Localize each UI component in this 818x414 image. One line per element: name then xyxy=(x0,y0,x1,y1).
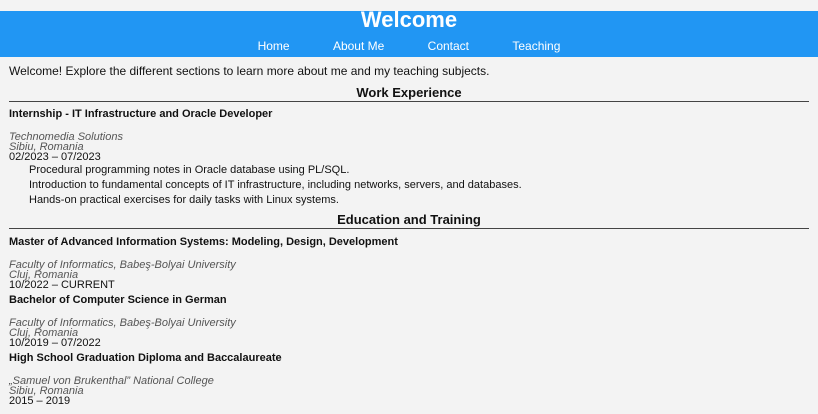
page-title: Welcome xyxy=(360,7,458,32)
nav-teaching-link[interactable]: Teaching xyxy=(512,39,561,53)
education-entry-title: High School Graduation Diploma and Baccalaureate xyxy=(9,352,282,364)
site-header xyxy=(0,7,818,57)
education-entry-date: 2015 – 2019 xyxy=(9,395,71,407)
education-heading: Education and Training xyxy=(9,212,809,229)
task-item: Hands-on practical exercises for daily tasks with Linux systems. xyxy=(29,194,339,206)
education-entry-org: Faculty of Informatics, Babeş-Bolyai University xyxy=(9,259,236,271)
education-section xyxy=(9,212,809,407)
work-entry xyxy=(9,108,809,208)
nav-contact-link[interactable]: Contact xyxy=(427,39,470,53)
education-entry xyxy=(9,236,809,291)
work-entry-tasks xyxy=(9,163,809,208)
education-entry-location: Cluj, Romania xyxy=(9,327,79,339)
education-entry-date: 10/2022 – CURRENT xyxy=(9,279,115,291)
intro-text: Welcome! Explore the different sections to learn more about me and my teaching subjects. xyxy=(9,64,490,78)
education-entry xyxy=(9,352,809,407)
education-entry-location: Sibiu, Romania xyxy=(9,385,84,397)
education-entry-org: Faculty of Informatics, Babeş-Bolyai University xyxy=(9,317,236,329)
education-entry-location: Cluj, Romania xyxy=(9,269,79,281)
work-entry-title: Internship - IT Infrastructure and Oracle Developer xyxy=(9,108,273,120)
work-entry-location: Sibiu, Romania xyxy=(9,141,84,153)
work-entry-org: Technomedia Solutions xyxy=(9,131,123,143)
main-content xyxy=(0,64,818,407)
task-item: Procedural programming notes in Oracle database using PL/SQL. xyxy=(29,164,350,176)
education-entry xyxy=(9,294,809,349)
education-entry-title: Master of Advanced Information Systems: Modeling, Design, Development xyxy=(9,236,398,248)
education-entry-date: 10/2019 – 07/2022 xyxy=(9,337,101,349)
nav-home-link[interactable]: Home xyxy=(257,39,290,53)
work-experience-section xyxy=(9,85,809,208)
main-nav xyxy=(0,39,818,53)
work-experience-heading: Work Experience xyxy=(9,85,809,102)
task-item: Introduction to fundamental concepts of IT infrastructure, including networks, servers, and databases. xyxy=(29,179,522,191)
nav-about-link[interactable]: About Me xyxy=(332,39,385,53)
education-entry-title: Bachelor of Computer Science in German xyxy=(9,294,227,306)
education-entry-org: „Samuel von Brukenthal” National College xyxy=(9,375,214,387)
work-entry-date: 02/2023 – 07/2023 xyxy=(9,151,101,163)
